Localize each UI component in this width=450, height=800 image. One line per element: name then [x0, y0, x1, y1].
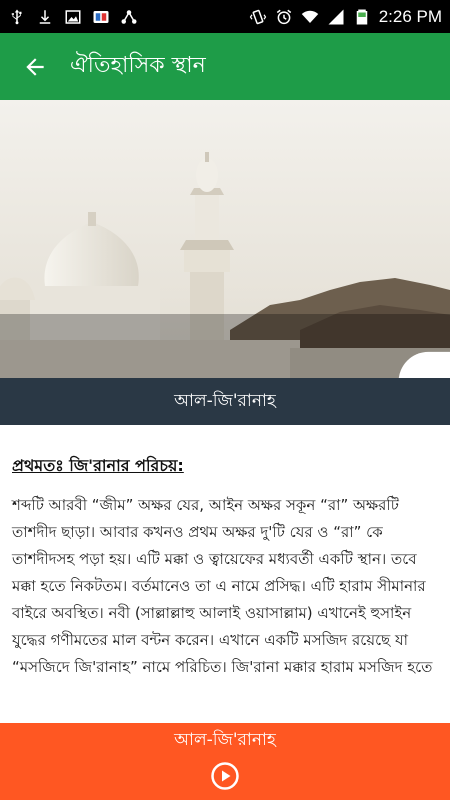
hero-caption-bar [0, 378, 450, 425]
hero-image [0, 100, 450, 378]
page-title: ঐতিহাসিক স্থান [70, 53, 206, 78]
vibrate-icon [249, 8, 267, 26]
article-content[interactable] [0, 425, 450, 723]
wifi-icon [301, 8, 319, 26]
status-time: 2:26 PM [378, 6, 442, 26]
section-heading: প্রথমতঃ জি'রানার পরিচয়: [12, 456, 184, 475]
image-icon [64, 8, 82, 26]
play-button[interactable] [210, 761, 240, 791]
usb-icon [8, 8, 26, 26]
mosque-illustration [0, 100, 450, 378]
app-bar [0, 33, 450, 100]
alarm-icon [275, 8, 293, 26]
battery-icon [353, 8, 371, 26]
status-bar [0, 0, 450, 33]
play-circle-icon [210, 761, 240, 791]
article-paragraph: শব্দটি আরবী “জীম” অক্ষর যের, আইন অক্ষর সকূন “রা” অক্ষরটি তাশদীদ ছাড়া। আবার কখনও প্রথম অক্ষর দু'টি যের ও “রা” কে তাশদীদসহ পড়া হয়। এটি মক্কা ও ত্বায়েফের মধ্যবর্তী একটি স্থান। তবে মক্কা হতে নিকটতম। বর্তমানেও তা এ নামে প্রসিদ্ধ। এটি হারাম সীমানার বাইরে অবস্থিত। নবী (সাল্লাল্লাহু আলাই ওয়াসাল্লাম) এখানেই হুসাইন যুদ্ধের গণীমতের মাল বন্টন করেন। এখানে একটি মসজিদ রয়েছে যা “মসজিদে জি'রানাহ” নামে পরিচিত। জি'রানা মক্কার হারাম মসজিদ হতে [12, 496, 433, 676]
hero-caption: আল-জি'রানাহ [174, 390, 276, 411]
download-icon [36, 8, 54, 26]
share-icon [120, 8, 138, 26]
audio-player-bar [0, 723, 450, 800]
back-button[interactable] [0, 33, 70, 100]
status-right [249, 7, 442, 27]
player-title: আল-জি'রানাহ [174, 730, 276, 750]
video-camera-button[interactable] [392, 332, 436, 360]
book-app-icon [92, 8, 110, 26]
arrow-left-icon [22, 54, 48, 80]
status-left [8, 8, 138, 26]
signal-icon [327, 8, 345, 26]
video-camera-icon [392, 332, 450, 378]
